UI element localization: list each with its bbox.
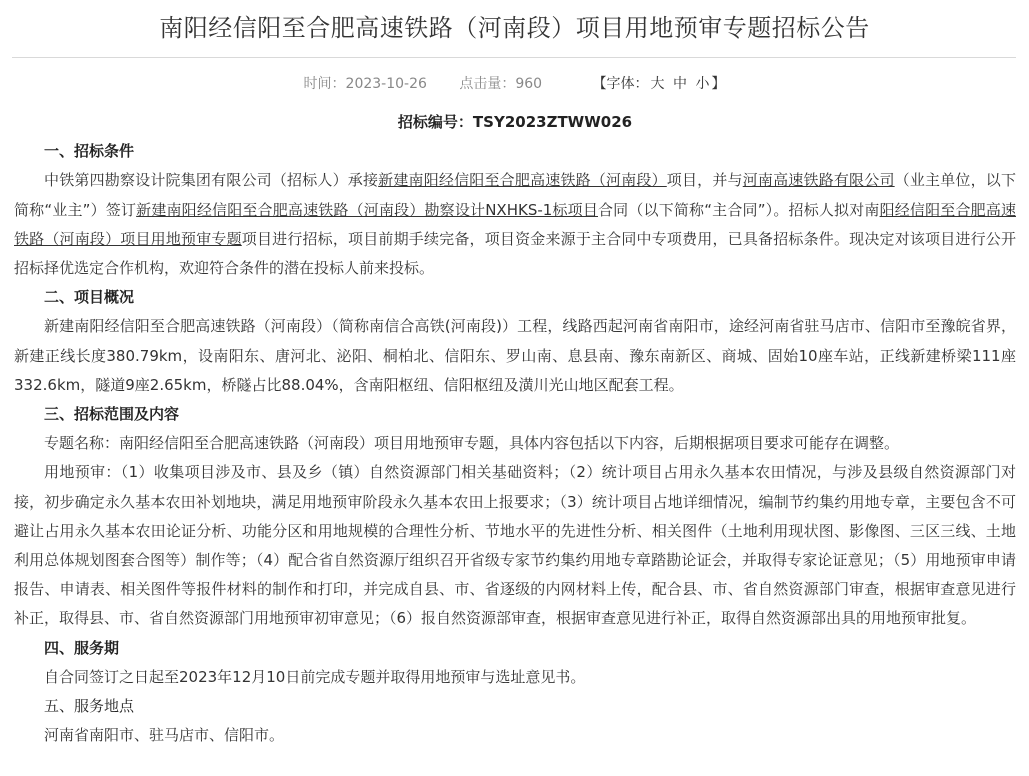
paragraph-service-location: 河南省南阳市、驻马店市、信阳市。: [44, 726, 285, 745]
text-span: 合同（以下简称“主合同”）。招标人拟对南: [598, 200, 880, 219]
contract-link[interactable]: 新建南阳经信阳至合肥高速铁路（河南段）勘察设计NXHKS-1标项目: [136, 200, 598, 219]
article-body: [14, 108, 1016, 750]
text-span: 项目进行招标，项目前期手续完备，项目资金来源于主合同中专项费用，已具备招标条件。现决定对该项目进行公开招标择优选定合作机构，欢迎符合条件的潜在投标人前来投标。: [14, 229, 1016, 278]
text-span: （业主单位，以下简称“业主”）签订: [14, 171, 1016, 219]
text-span: 中铁第四勘察设计院集团有限公司（招标人）承接: [44, 171, 379, 190]
font-size-large-link[interactable]: 大: [650, 76, 665, 92]
section-heading-service-period: 四、服务期: [44, 638, 120, 657]
section-heading-scope: 三、招标范围及内容: [44, 405, 180, 424]
paragraph-topic-name: 专题名称：南阳经信阳至合肥高速铁路（河南段）项目用地预审专题，具体内容包括以下内容，后期根据项目要求可能存在调整。: [44, 434, 900, 453]
section-heading-project-overview: 二、项目概况: [44, 288, 135, 307]
text-span: 项目，并与: [666, 171, 743, 190]
paragraph-project-overview: 新建南阳经信阳至合肥高速铁路（河南段）（简称南信合高铁(河南段)）工程，线路西起河南省南阳市，途经河南省驻马店市、信阳市至豫皖省界，新建正线长度380.79km，设南阳东、唐河北、泌阳、桐柏北、信阳东、罗山南、息县南、豫东南新区、商城、固始10座车站，正线新建桥梁111座332.6km，隧道9座2.65km，桥隧占比88.04%，含南阳枢纽、信阳枢纽及潢川光山地区配套工程。: [14, 317, 1016, 394]
title-divider: [12, 57, 1016, 58]
paragraph-service-period: 自合同签订之日起至2023年12月10日前完成专题并取得用地预审与选址意见书。: [44, 667, 586, 686]
topic-link[interactable]: 阳经信阳至合肥高速铁路（河南段）项目用地预审专题: [14, 200, 1016, 248]
section-heading-bidding-conditions: 一、招标条件: [44, 142, 135, 161]
project-link[interactable]: 新建南阳经信阳至合肥高速铁路（河南段）: [378, 171, 667, 190]
font-size-small-link[interactable]: 小: [695, 76, 710, 92]
owner-link[interactable]: 河南高速铁路有限公司: [742, 171, 895, 190]
font-size-switcher: [593, 72, 726, 96]
font-size-prefix: 【字体：: [592, 76, 649, 92]
font-size-medium-link[interactable]: 中: [673, 76, 687, 92]
font-size-suffix: 】: [711, 76, 726, 92]
section-heading-service-location: 五、服务地点: [44, 697, 135, 716]
meta-bar: [0, 72, 1029, 96]
hit-count: 点击量：960: [459, 76, 543, 92]
paragraph-bidding-conditions: [14, 166, 1016, 283]
page-title: 南阳经信阳至合肥高速铁路（河南段）项目用地预审专题招标公告: [159, 14, 870, 42]
paragraph-land-pre-review: 用地预审：（1）收集项目涉及市、县及乡（镇）自然资源部门相关基础资料；（2）统计项目占用永久基本农田情况，与涉及县级自然资源部门对接，初步确定永久基本农田补划地块，满足用地预审阶段永久基本农田上报要求；（3）统计项目占地详细情况，编制节约集约用地专章，主要包含不可避让占用永久基本农田论证分析、功能分区和用地规模的合理性分析、节地水平的先进性分析、相关图件（土地利用现状图、影像图、三区三线、土地利用总体规划图套合图等）制作等；（4）配合省自然资源厅组织召开省级专家节约集约用地专章踏勘论证会，并取得专家论证意见；（5）用地预审申请报告、申请表、相关图件等报件材料的制作和打印，并完成自县、市、省逐级的内网材料上传，配合县、市、省自然资源部门审查，根据审查意见进行补正，取得县、市、省自然资源部门用地预审初审意见；（6）报自然资源部审查，根据审查意见进行补正，取得自然资源部出具的用地预审批复。: [14, 463, 1016, 628]
bid-number: 招标编号：TSY2023ZTWW026: [397, 113, 633, 131]
publish-time: 时间：2023-10-26: [303, 76, 427, 92]
